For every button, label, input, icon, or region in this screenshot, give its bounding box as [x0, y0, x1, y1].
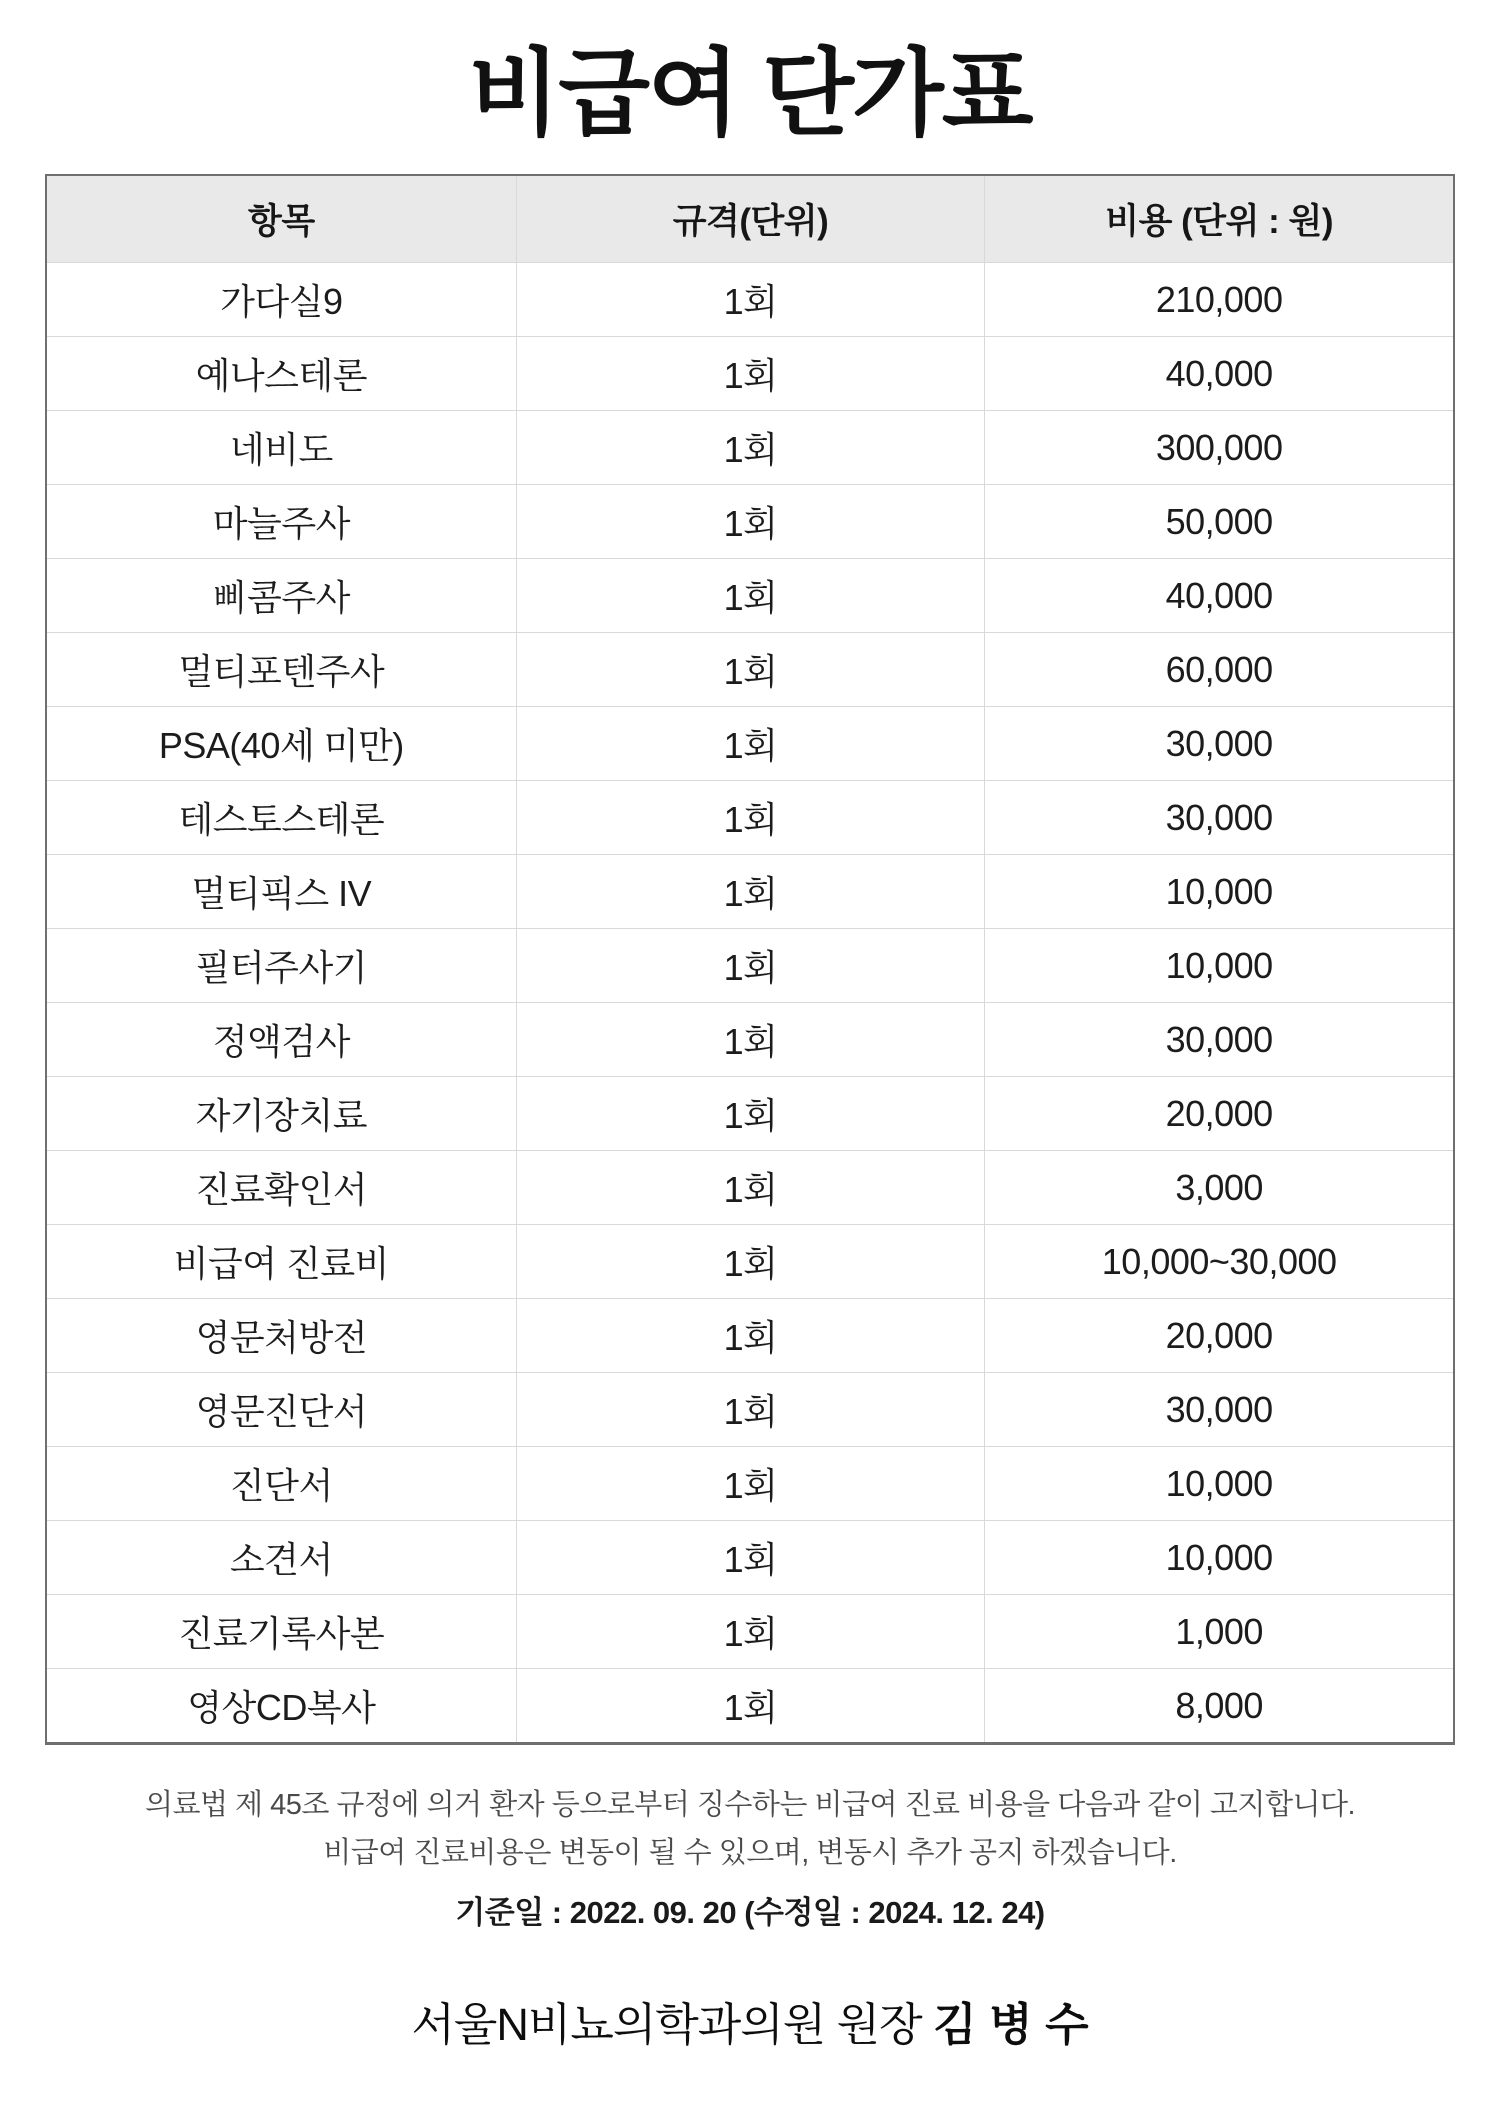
table-row	[47, 706, 1453, 780]
header-unit: 규격(단위)	[516, 176, 985, 262]
table-row	[47, 484, 1453, 558]
footer	[0, 1781, 1500, 2053]
notice-line-2: 비급여 진료비용은 변동이 될 수 있으며, 변동시 추가 공지 하겠습니다.	[323, 1837, 1177, 1870]
item-cell: 정액검사	[47, 1002, 516, 1076]
table-row	[47, 410, 1453, 484]
price-table	[45, 174, 1455, 1745]
reference-date: 기준일 : 2022. 09. 20 (수정일 : 2024. 12. 24)	[455, 1895, 1045, 1931]
director-name: 김 병 수	[933, 1999, 1089, 2051]
unit-cell: 1회	[516, 1002, 985, 1076]
item-cell: 예나스테론	[47, 336, 516, 410]
unit-cell: 1회	[516, 1076, 985, 1150]
table-row	[47, 1372, 1453, 1446]
cost-cell: 300,000	[984, 410, 1453, 484]
table-body	[47, 262, 1453, 1742]
table-row	[47, 780, 1453, 854]
cost-cell: 10,000	[984, 1520, 1453, 1594]
item-cell: 소견서	[47, 1520, 516, 1594]
cost-cell: 40,000	[984, 336, 1453, 410]
unit-cell: 1회	[516, 780, 985, 854]
unit-cell: 1회	[516, 1594, 985, 1668]
unit-cell: 1회	[516, 1520, 985, 1594]
item-cell: 진료확인서	[47, 1150, 516, 1224]
table-row	[47, 1298, 1453, 1372]
unit-cell: 1회	[516, 336, 985, 410]
table-row	[47, 1076, 1453, 1150]
clinic-name: 서울N비뇨의학과의원 원장	[411, 1999, 922, 2051]
table-row	[47, 262, 1453, 336]
unit-cell: 1회	[516, 1668, 985, 1742]
unit-cell: 1회	[516, 484, 985, 558]
signature-line	[0, 1988, 1500, 2053]
item-cell: 자기장치료	[47, 1076, 516, 1150]
cost-cell: 20,000	[984, 1298, 1453, 1372]
item-cell: 영문처방전	[47, 1298, 516, 1372]
page-title: 비급여 단가표	[468, 41, 1032, 147]
table-row	[47, 558, 1453, 632]
cost-cell: 8,000	[984, 1668, 1453, 1742]
cost-cell: 210,000	[984, 262, 1453, 336]
cost-cell: 10,000	[984, 928, 1453, 1002]
item-cell: 마늘주사	[47, 484, 516, 558]
cost-cell: 1,000	[984, 1594, 1453, 1668]
item-cell: 멀티픽스 IV	[47, 854, 516, 928]
item-cell: 멀티포텐주사	[47, 632, 516, 706]
unit-cell: 1회	[516, 854, 985, 928]
unit-cell: 1회	[516, 1446, 985, 1520]
table-row	[47, 1150, 1453, 1224]
item-cell: PSA(40세 미만)	[47, 706, 516, 780]
header-cost: 비용 (단위 : 원)	[984, 176, 1453, 262]
table-row	[47, 1520, 1453, 1594]
cost-cell: 30,000	[984, 780, 1453, 854]
table-row	[47, 1224, 1453, 1298]
table-row	[47, 336, 1453, 410]
table-header-row	[47, 176, 1453, 262]
item-cell: 영문진단서	[47, 1372, 516, 1446]
table-row	[47, 1446, 1453, 1520]
table-row	[47, 632, 1453, 706]
item-cell: 테스토스테론	[47, 780, 516, 854]
cost-cell: 50,000	[984, 484, 1453, 558]
unit-cell: 1회	[516, 632, 985, 706]
cost-cell: 10,000	[984, 854, 1453, 928]
cost-cell: 30,000	[984, 1372, 1453, 1446]
unit-cell: 1회	[516, 410, 985, 484]
cost-cell: 3,000	[984, 1150, 1453, 1224]
table-row	[47, 1594, 1453, 1668]
unit-cell: 1회	[516, 706, 985, 780]
item-cell: 진단서	[47, 1446, 516, 1520]
unit-cell: 1회	[516, 1150, 985, 1224]
item-cell: 비급여 진료비	[47, 1224, 516, 1298]
unit-cell: 1회	[516, 1224, 985, 1298]
item-cell: 가다실9	[47, 262, 516, 336]
cost-cell: 30,000	[984, 706, 1453, 780]
header-item: 항목	[248, 202, 315, 242]
item-cell: 삐콤주사	[47, 558, 516, 632]
cost-cell: 60,000	[984, 632, 1453, 706]
unit-cell: 1회	[516, 558, 985, 632]
cost-cell: 30,000	[984, 1002, 1453, 1076]
cost-cell: 10,000	[984, 1446, 1453, 1520]
notice-line-1: 의료법 제 45조 규정에 의거 환자 등으로부터 징수하는 비급여 진료 비용을 다음과 같이 고지합니다.	[144, 1789, 1356, 1822]
item-cell: 진료기록사본	[47, 1594, 516, 1668]
unit-cell: 1회	[516, 1298, 985, 1372]
item-cell: 영상CD복사	[47, 1668, 516, 1742]
unit-cell: 1회	[516, 928, 985, 1002]
cost-cell: 20,000	[984, 1076, 1453, 1150]
cost-cell: 40,000	[984, 558, 1453, 632]
table-row	[47, 854, 1453, 928]
item-cell: 네비도	[47, 410, 516, 484]
cost-cell: 10,000~30,000	[984, 1224, 1453, 1298]
table-row	[47, 1002, 1453, 1076]
unit-cell: 1회	[516, 262, 985, 336]
item-cell: 필터주사기	[47, 928, 516, 1002]
table-row	[47, 1668, 1453, 1742]
unit-cell: 1회	[516, 1372, 985, 1446]
table-row	[47, 928, 1453, 1002]
